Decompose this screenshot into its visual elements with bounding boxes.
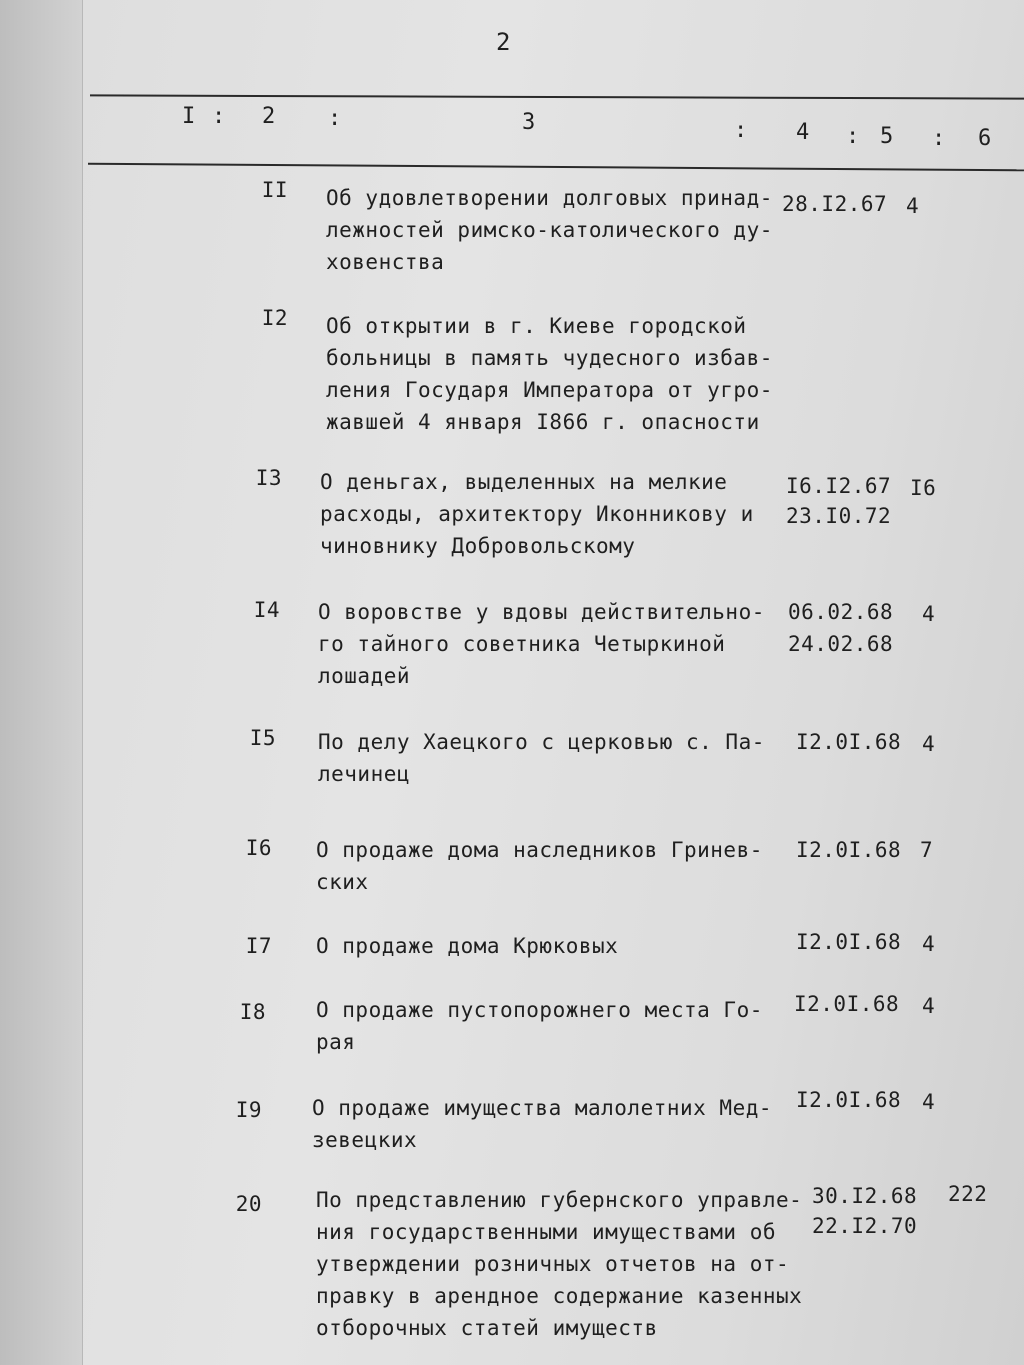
- entry-title-line: Об удовлетворении долговых принад-: [326, 186, 773, 210]
- header-col2: 2: [262, 104, 276, 129]
- header-col4: 4: [796, 120, 810, 145]
- entry-sheets: 4: [922, 732, 936, 756]
- entry-date: I2.0I.68: [796, 930, 902, 954]
- entry-sheets: 4: [922, 602, 936, 626]
- entry-title-line: О деньгах, выделенных на мелкие: [320, 470, 728, 494]
- entry-number: I7: [245, 934, 272, 958]
- header-top-rule: [90, 94, 1024, 99]
- entry-title-line: Об открытии в г. Киеве городской: [326, 314, 747, 338]
- entry-title-line: отборочных статей имуществ: [316, 1316, 658, 1340]
- entry-title-line: О продаже пустопорожнего места Го-: [316, 998, 763, 1022]
- entry-date: 30.I2.68: [812, 1184, 918, 1208]
- header-col6: 6: [978, 126, 992, 151]
- entry-date: 22.I2.70: [812, 1214, 918, 1238]
- entry-title-line: чиновнику Добровольскому: [320, 534, 636, 558]
- entry-date: 06.02.68: [788, 600, 894, 624]
- header-col1: I: [182, 104, 196, 129]
- entry-date: I2.0I.68: [796, 1088, 902, 1112]
- entry-title-line: О воровстве у вдовы действительно-: [318, 600, 765, 624]
- entry-date: I2.0I.68: [794, 992, 900, 1016]
- header-sep1: :: [212, 104, 226, 129]
- entry-number: I4: [253, 598, 280, 622]
- entry-date: I6.I2.67: [786, 474, 892, 498]
- entry-title-line: ния государственными имуществами об: [316, 1220, 777, 1244]
- entry-sheets: 4: [922, 994, 936, 1018]
- entry-title-line: больницы в память чудесного избав-: [326, 346, 773, 370]
- entry-date: 24.02.68: [788, 632, 894, 656]
- entry-title-line: утверждении розничных отчетов на от-: [316, 1252, 790, 1276]
- entry-number: I3: [255, 466, 282, 490]
- entry-title-line: ления Государя Императора от угро-: [326, 378, 773, 402]
- entry-title-line: правку в арендное содержание казенных: [316, 1284, 803, 1308]
- entry-title-line: лошадей: [318, 664, 411, 688]
- entry-number: I8: [239, 1000, 266, 1024]
- entry-title-line: По делу Хаецкого с церковью с. Па-: [318, 730, 765, 754]
- header-sep2: :: [328, 106, 342, 131]
- entry-title-line: расходы, архитектору Иконникову и: [320, 502, 754, 526]
- entry-sheets: 4: [906, 194, 920, 218]
- entry-number: I9: [235, 1098, 262, 1122]
- header-sep4: :: [846, 124, 860, 149]
- header-col3: 3: [522, 110, 536, 135]
- header-sep3: :: [734, 118, 748, 143]
- entry-number: II: [261, 178, 288, 202]
- entry-title-line: О продаже дома Крюковых: [316, 934, 619, 958]
- entry-date: I2.0I.68: [796, 730, 902, 754]
- entry-title-line: жавшей 4 января I866 г. опасности: [326, 410, 760, 434]
- entry-sheets: 222: [948, 1182, 988, 1206]
- entry-date: 28.I2.67: [782, 192, 888, 216]
- header-col5: 5: [880, 124, 894, 149]
- entry-date: I2.0I.68: [796, 838, 902, 862]
- entry-title-line: лежностей римско-католического ду-: [326, 218, 773, 242]
- entry-date: 23.I0.72: [786, 504, 892, 528]
- entry-number: I2: [261, 306, 288, 330]
- entry-title-line: лечинец: [318, 762, 411, 786]
- entry-title-line: ховенства: [326, 250, 445, 274]
- entry-sheets: 4: [922, 932, 936, 956]
- entry-title-line: зевецких: [312, 1128, 418, 1152]
- entry-title-line: рая: [316, 1030, 356, 1054]
- entry-number: I6: [245, 836, 272, 860]
- header-sep5: :: [932, 126, 946, 151]
- entry-sheets: I6: [910, 476, 937, 500]
- entry-number: 20: [235, 1192, 262, 1216]
- entry-sheets: 7: [920, 838, 934, 862]
- entry-number: I5: [249, 726, 276, 750]
- entry-sheets: 4: [922, 1090, 936, 1114]
- page-number: 2: [496, 28, 511, 56]
- binding-edge: [0, 0, 83, 1365]
- entry-title-line: О продаже дома наследников Гринев-: [316, 838, 763, 862]
- entry-title-line: О продаже имущества малолетних Мед-: [312, 1096, 773, 1120]
- entry-title-line: го тайного советника Четыркиной: [318, 632, 726, 656]
- entry-title-line: ских: [316, 870, 369, 894]
- header-bottom-rule: [88, 163, 1024, 172]
- entry-title-line: По представлению губернского управле-: [316, 1188, 803, 1212]
